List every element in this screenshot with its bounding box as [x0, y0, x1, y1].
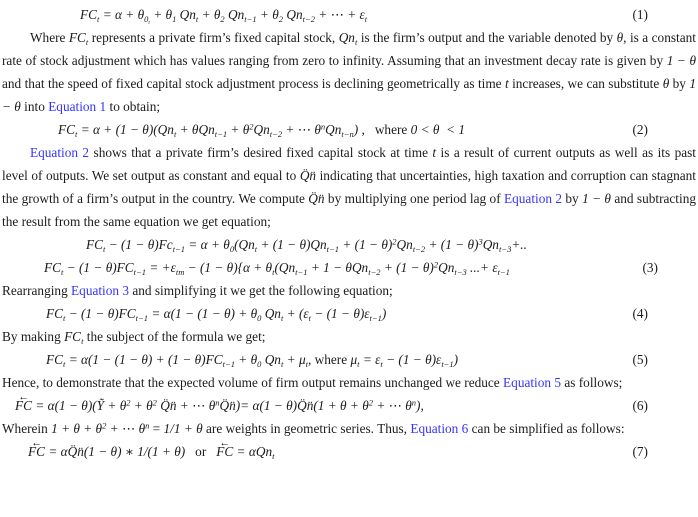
equation-eq1	[2, 3, 696, 26]
overleftarrow-term: ← FC	[15, 394, 32, 417]
equation-math-text: $\mu_t = \varepsilon_t - (1 - \theta)\varepsilon_{t-1}$)	[350, 352, 459, 369]
equation-eq3b	[2, 256, 696, 279]
equation-math-text: = αQn$_t$	[233, 444, 275, 461]
text-run: shows that a private firm’s desired fixed capital stock at time	[89, 145, 433, 160]
equation-roman-text: where	[311, 352, 351, 367]
equation-eq5	[2, 348, 696, 371]
equation-eq3a	[2, 233, 696, 256]
text-run: and simplifying it we get the following equation;	[129, 283, 393, 298]
inline-math: t	[504, 76, 509, 91]
equation-link[interactable]: Equation 2	[30, 145, 90, 160]
paragraph-para-wherein	[2, 417, 696, 440]
overleftarrow-term: ← FC	[28, 440, 45, 463]
inline-math: 1 − θ	[666, 53, 696, 68]
overleftarrow-term: ← FC	[216, 440, 233, 463]
equation-number: (5)	[632, 352, 648, 367]
text-run: Wherein	[2, 421, 52, 436]
equation-link[interactable]: Equation 1	[48, 99, 107, 114]
text-run: to obtain;	[106, 99, 161, 114]
inline-math: 1 − θ	[2, 76, 696, 114]
text-run: and that the speed of fixed capital stock adjustment process is declining geometrically as time	[2, 76, 505, 91]
equation-eq6	[2, 394, 696, 417]
inline-math: Q̈n̈	[299, 168, 317, 183]
inline-math: $Qn_t$	[338, 30, 358, 47]
text-run: and subtracting the result from the same equation we get equation;	[2, 191, 696, 229]
equation-body	[28, 440, 274, 463]
inline-math: 1 − θ	[582, 191, 611, 206]
equation-eq2	[2, 118, 696, 141]
document-body	[2, 3, 696, 463]
text-run: can be simplified as follows:	[468, 421, 625, 436]
equation-roman-text: where	[364, 122, 411, 137]
text-run: is a result of current outputs as well as its past level of outputs. We set output as constant and equal to	[2, 145, 696, 183]
text-run: indicating that uncertainties, high taxation and corruption can stagnant the growth of a firm’s output in the country. We compute	[2, 168, 696, 206]
text-run: increases, we can substitute	[508, 76, 663, 91]
inline-math: $1 + \theta + \theta^2$ + ⋯ $\theta^n$	[51, 420, 150, 436]
equation-body	[46, 302, 386, 325]
text-run: by	[669, 76, 690, 91]
paragraph-para-where	[2, 26, 696, 118]
equation-link[interactable]: Equation 5	[503, 375, 562, 390]
text-run: Rearranging	[2, 283, 72, 298]
equation-number: (2)	[632, 122, 648, 137]
equation-body	[58, 118, 465, 141]
inline-math: $FC_t$	[64, 329, 84, 346]
equation-number: (1)	[632, 7, 648, 22]
equation-eq7	[2, 440, 696, 463]
paragraph-para-equation2	[2, 141, 696, 233]
inline-math: θ	[662, 76, 670, 91]
equation-math-text: 0 < θ < 1	[410, 122, 466, 137]
text-run: represents a private firm’s fixed capital stock,	[88, 30, 339, 45]
text-run: by multiplying one period lag of	[324, 191, 504, 206]
equation-roman-text: or	[185, 444, 217, 459]
equation-link[interactable]: Equation 2	[504, 191, 563, 206]
equation-body	[44, 256, 510, 279]
equation-math-text: $FC_t = \alpha(1 - (1 - \theta) + (1 - \theta)FC_{t-1} + \theta_0$ $Qn_t + \mu_t$,	[46, 352, 312, 369]
text-run: the subject of the formula we get;	[83, 329, 266, 344]
inline-math: t	[432, 145, 437, 160]
equation-math-text: $FC_t - (1 - \theta)FC_{t-1} = +\varepsilon_{tm} - (1 - \theta)\{\alpha + \theta_t(Qn_{t-1} + 1 - \theta Qn_{t-2} + (1 - \theta)^2Qn_{t-3}$ ...+ $\varepsilon_{t-1}$	[44, 259, 510, 277]
inline-math: 1/1 + θ	[163, 421, 203, 436]
equation-math-text: $FC_t - (1 - \theta)Fc_{t-1} = \alpha + \theta_0(Qn_t + (1 - \theta)Qn_{t-1} + (1 - \theta)^2Qn_{t-2} + (1 - \theta)^3Qn_{t-3}+$..	[86, 236, 527, 254]
text-run: by	[562, 191, 583, 206]
equation-number: (4)	[632, 306, 648, 321]
equation-body	[15, 394, 424, 417]
equation-link[interactable]: Equation 3	[71, 283, 130, 298]
text-run: as follows;	[561, 375, 623, 390]
equation-link[interactable]: Equation 6	[410, 421, 469, 436]
inline-math: $FC_t$	[68, 30, 89, 47]
paragraph-para-rearranging	[2, 279, 696, 302]
equation-math-text: $FC_t = \alpha + (1 - \theta)(Qn_t + \theta Qn_{t-1} + \theta^2Qn_{t-2}$ + ⋯ $\theta^nQn_{t-n}$) ,	[58, 121, 365, 139]
equation-math-text: $FC_t = \alpha + \theta_{0_t} + \theta_1$ $Qn_t + \theta_2$ $Qn_{t-1} + \theta_2$ $Qn_{t-2}$ + ⋯ + $\varepsilon_t$	[80, 7, 368, 26]
text-run: is the firm’s output and the variable denoted by	[357, 30, 617, 45]
inline-math: θ	[616, 30, 624, 45]
text-run: are weights in geometric series. Thus,	[202, 421, 411, 436]
equation-number: (7)	[632, 444, 648, 459]
equation-math-text: = α(1 − θ)(Ỹ + $\theta^2 + \theta^2$ Q̈n̈ + ⋯ $\theta^nQ̈n̈)= \alpha(1$ − θ)Q̈n̈(1 + $\theta + \theta^2$ + ⋯ $\theta^n$),	[32, 397, 424, 413]
equation-body	[86, 233, 527, 256]
equation-math-text: $FC_t - (1 - \theta)FC_{t-1} = \alpha(1 - (1 - \theta) + \theta_0$ $Qn_t + (\varepsilon_t - (1 - \theta)\varepsilon_{t-1})$	[46, 306, 387, 323]
text-run: Hence, to demonstrate that the expected volume of firm output remains unchanged we reduce	[2, 375, 504, 390]
paragraph-para-hence	[2, 371, 696, 394]
equation-body	[80, 3, 367, 26]
text-run: By making	[2, 329, 65, 344]
inline-math: Q̈n̈	[308, 191, 325, 206]
text-run: =	[149, 421, 164, 436]
equation-eq4	[2, 302, 696, 325]
paragraph-para-subject	[2, 325, 696, 348]
equation-body	[46, 348, 458, 371]
text-run: into	[20, 99, 49, 114]
equation-number: (3)	[642, 260, 658, 275]
text-run: , is a constant rate of stock adjustment which has values ranging from zero to infinity. Assuming that an investment decay rate is given by	[2, 30, 696, 68]
equation-math-text: = αQ̈n̈(1 − θ) ∗ 1/(1 + θ)	[45, 444, 186, 459]
equation-number: (6)	[632, 398, 648, 413]
text-run: Where	[30, 30, 69, 45]
